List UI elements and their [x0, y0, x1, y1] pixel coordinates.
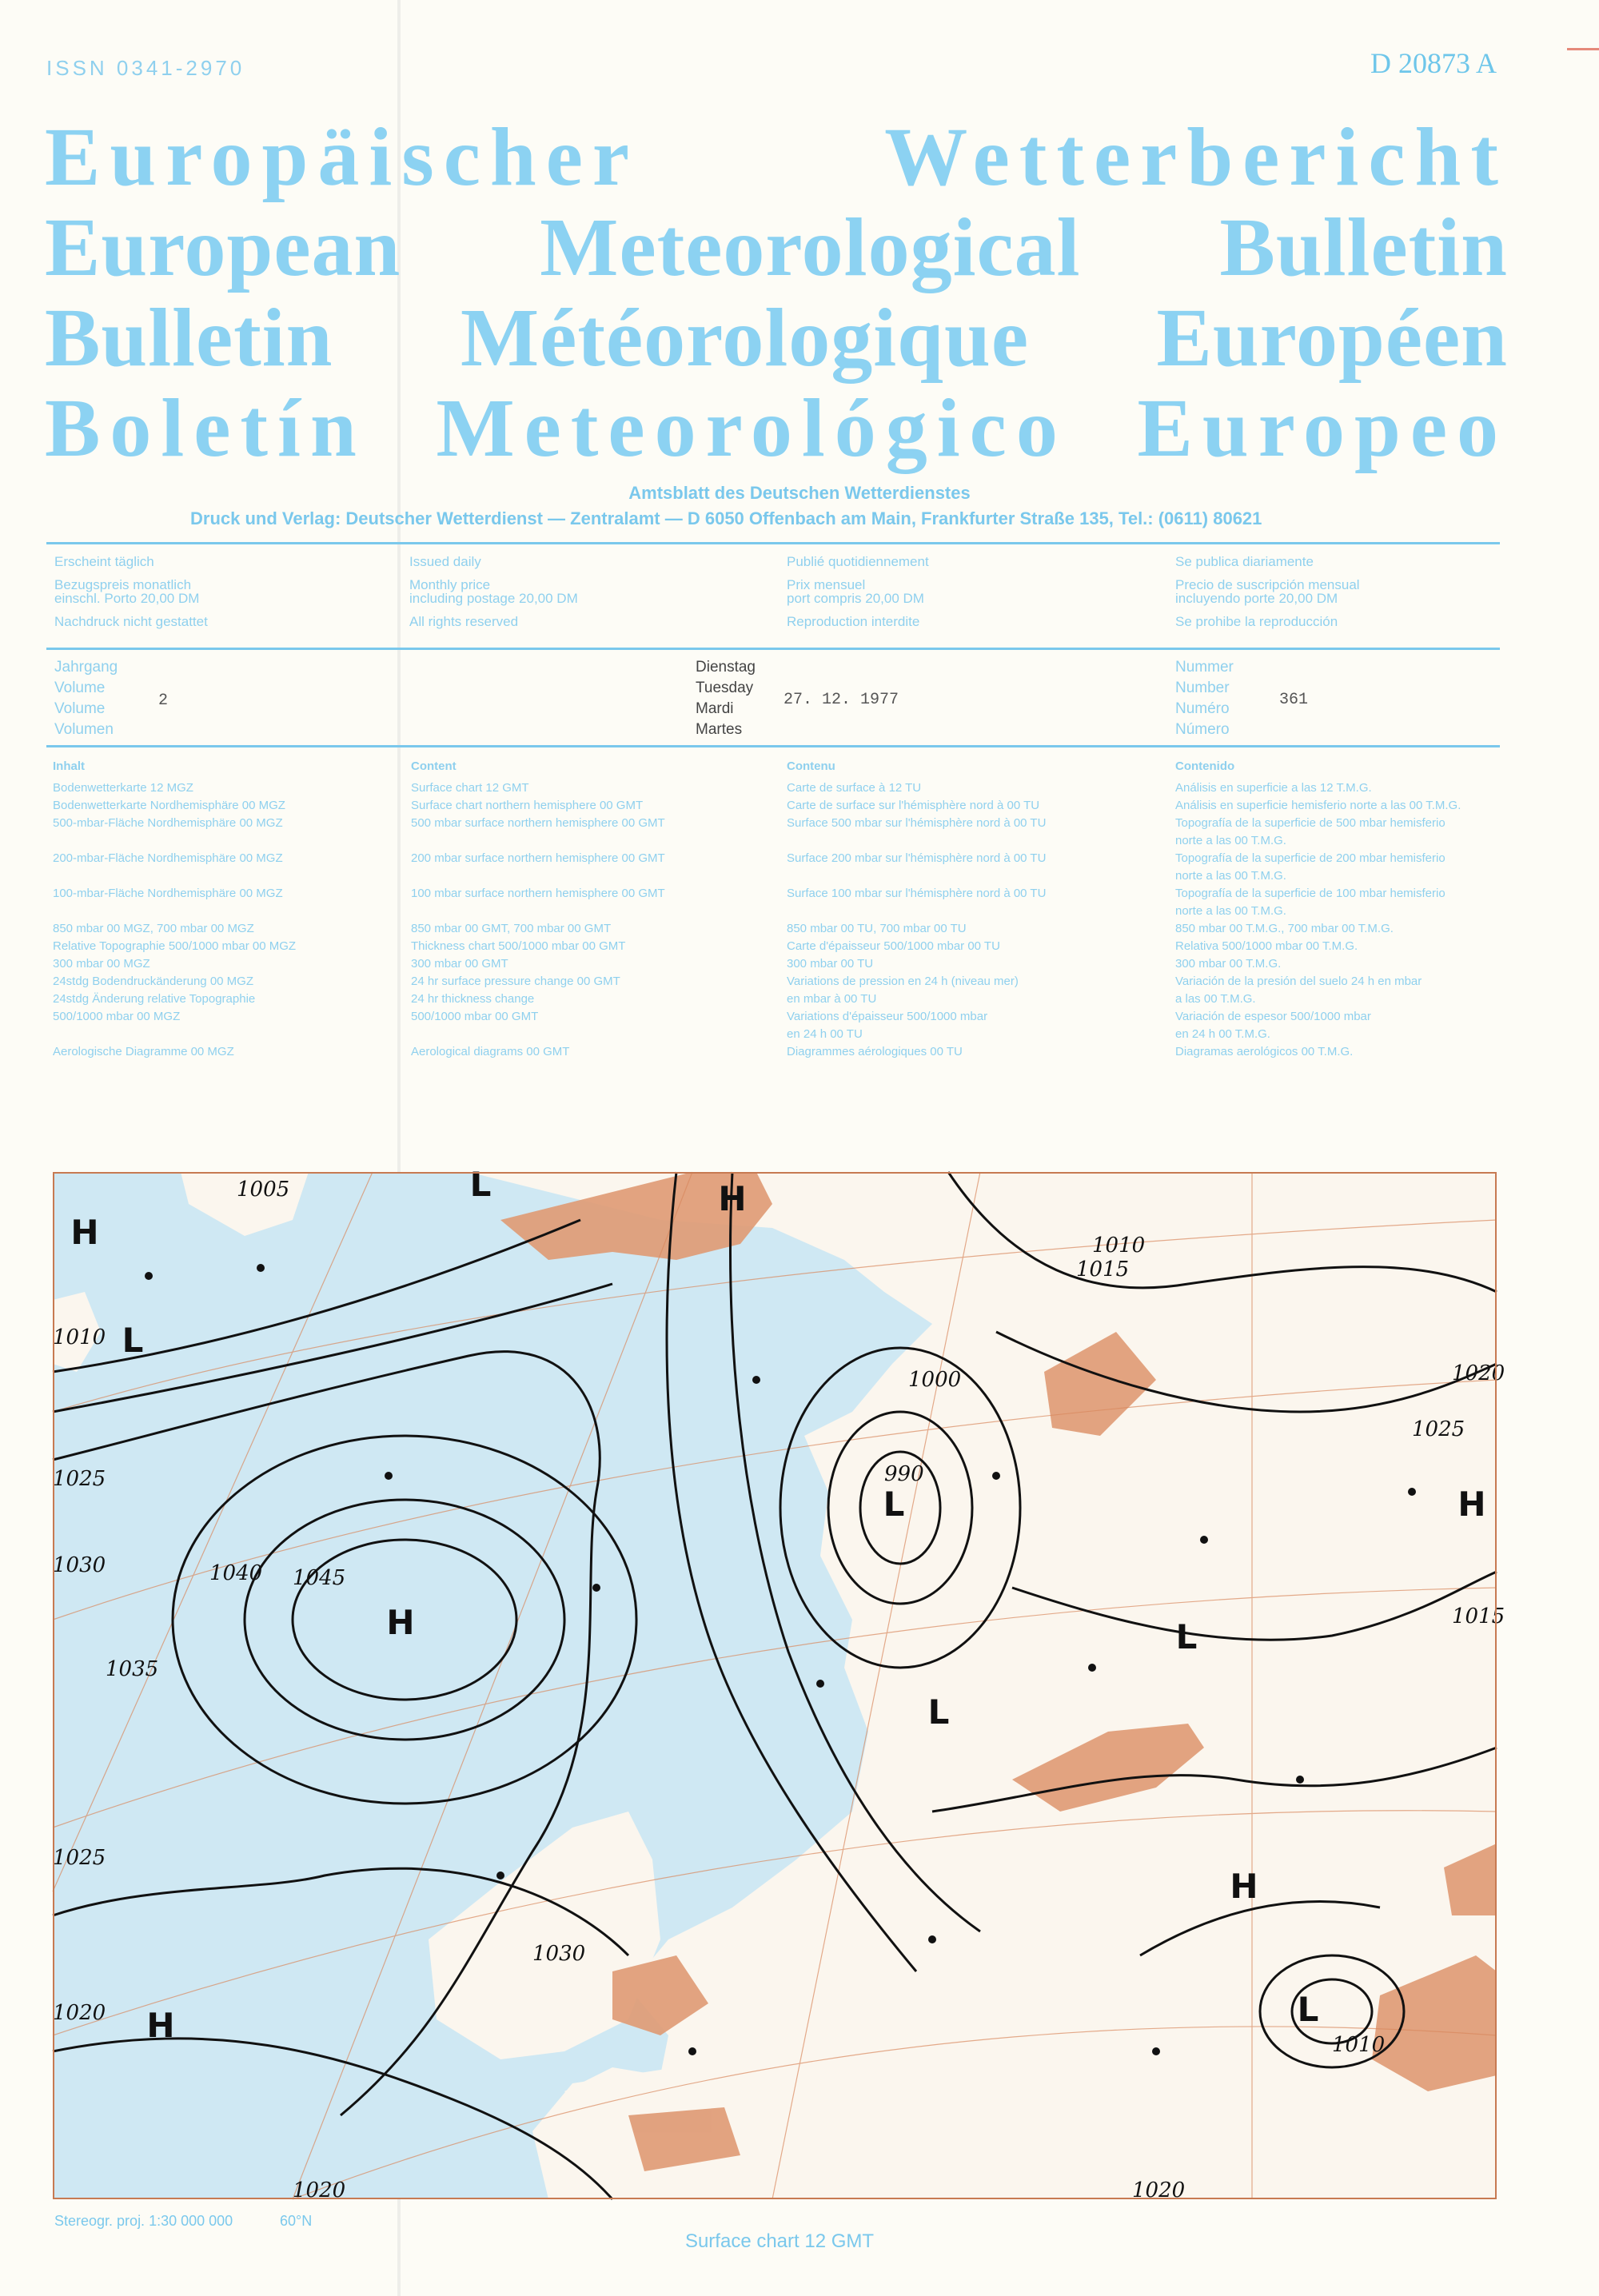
contents-header-es: Contenido [1175, 759, 1235, 773]
volume-label-de: Jahrgang [54, 659, 118, 676]
station-dot [385, 1472, 393, 1480]
content-item: Diagrammes aérologiques 00 TU [787, 1045, 963, 1058]
info-french [787, 555, 929, 638]
high-pressure-center: H [1230, 1867, 1258, 1906]
content-item: Surface 500 mbar sur l'hémisphère nord à 00 TU [787, 816, 1047, 830]
info-de-2: Nachdruck nicht gestattet [54, 614, 208, 629]
projection-latitude: 60°N [280, 2213, 313, 2229]
title-german: Europäischer Wetterbericht [45, 111, 1508, 203]
station-dot [1088, 1664, 1096, 1672]
isobar-label: 1020 [53, 2001, 106, 2025]
volume-value: 2 [158, 692, 169, 710]
station-dot [1152, 2047, 1160, 2055]
low-pressure-center: L [122, 1321, 144, 1360]
info-en-0: Issued daily [409, 554, 481, 569]
document-number: D 20873 A [1370, 47, 1497, 79]
isobar-label: 1040 [209, 1561, 263, 1585]
info-es-2: Se prohibe la reproducción [1175, 614, 1338, 629]
weekday-block [696, 657, 756, 740]
info-fr-1: Prix mensuel port compris 20,00 DM [787, 577, 924, 606]
content-item: Surface 100 mbar sur l'hémisphère nord à 00 TU [787, 887, 1047, 900]
info-es-0: Se publica diariamente [1175, 554, 1314, 569]
info-fr-0: Publié quotidiennement [787, 554, 929, 569]
high-pressure-center: H [1457, 1485, 1486, 1524]
content-item: Análisis en superficie a las 12 T.M.G. [1175, 781, 1372, 795]
content-item: Topografía de la superficie de 100 mbar hemisferio norte a las 00 T.M.G. [1175, 887, 1445, 918]
content-item: Surface chart northern hemisphere 00 GMT [411, 799, 644, 812]
high-pressure-center: H [386, 1603, 415, 1642]
publisher-line: Amtsblatt des Deutschen Wetterdienstes [628, 483, 971, 503]
info-spanish [1175, 555, 1360, 638]
station-dot [592, 1584, 600, 1592]
info-de-0: Erscheint täglich [54, 554, 154, 569]
contents-german [53, 759, 397, 1061]
content-item: 850 mbar 00 GMT, 700 mbar 00 GMT Thickness chart 500/1000 mbar 00 GMT 300 mbar 00 GMT 24 hr surface pressure change 00 GMT 24 hr thickness change 500/1000 mbar 00 GMT [411, 922, 626, 1023]
number-label-fr: Numéro [1175, 700, 1230, 717]
weekday-fr: Mardi [696, 700, 734, 717]
station-dot [992, 1472, 1000, 1480]
info-german [54, 555, 208, 638]
station-dot [816, 1680, 824, 1688]
weekday-de: Dienstag [696, 659, 756, 676]
low-pressure-center: L [1297, 1990, 1319, 2029]
issue-date: 27. 12. 1977 [784, 691, 899, 709]
number-labels [1175, 657, 1234, 740]
content-item: Aerologische Diagramme 00 MGZ [53, 1045, 234, 1058]
info-en-1: Monthly price including postage 20,00 DM [409, 577, 578, 606]
isobar-label: 1005 [237, 1178, 290, 1202]
number-label-de: Nummer [1175, 659, 1234, 676]
content-item: Topografía de la superficie de 500 mbar hemisferio norte a las 00 T.M.G. [1175, 816, 1445, 847]
info-de-1: Bezugspreis monatlich einschl. Porto 20,00 DM [54, 577, 200, 606]
content-item: 100-mbar-Fläche Nordhemisphäre 00 MGZ [53, 887, 283, 900]
title-french: Bulletin Météorologique Européen [45, 292, 1508, 384]
high-pressure-center: H [146, 2006, 175, 2045]
content-item: Topografía de la superficie de 200 mbar hemisferio norte a las 00 T.M.G. [1175, 851, 1445, 883]
high-pressure-center: H [70, 1213, 99, 1252]
content-item: Surface chart 12 GMT [411, 781, 529, 795]
isobar-label: 1015 [1076, 1258, 1130, 1282]
contents-spanish [1175, 759, 1511, 1061]
low-pressure-center: L [1175, 1617, 1198, 1656]
isobar-label: 1000 [908, 1368, 962, 1392]
isobar-label: 1030 [532, 1942, 586, 1966]
title-english: European Meteorological Bulletin [45, 201, 1508, 293]
isobar-label: 1020 [293, 2178, 346, 2202]
weekday-en: Tuesday [696, 680, 754, 696]
weekday-es: Martes [696, 721, 743, 738]
projection-note: Stereogr. proj. 1:30 000 000 [54, 2213, 233, 2229]
content-item: Surface 200 mbar sur l'hémisphère nord à 00 TU [787, 851, 1047, 865]
issn: ISSN 0341-2970 [46, 56, 245, 80]
info-es-1: Precio de suscripción mensual incluyendo porte 20,00 DM [1175, 577, 1360, 606]
isobar-label: 1035 [106, 1657, 159, 1681]
isobar-label: 1015 [1452, 1604, 1505, 1628]
station-dot [928, 1935, 936, 1943]
title-block [45, 112, 1508, 473]
content-item: Aerological diagrams 00 GMT [411, 1045, 570, 1058]
station-dot [752, 1376, 760, 1384]
volume-label-en: Volume [54, 680, 106, 696]
edge-mark [1567, 48, 1599, 50]
low-pressure-center: L [927, 1692, 950, 1732]
info-en-2: All rights reserved [409, 614, 519, 629]
isobar-label: 1045 [293, 1566, 346, 1590]
content-item: 100 mbar surface northern hemisphere 00 GMT [411, 887, 665, 900]
divider [46, 745, 1500, 747]
contents-header-fr: Contenu [787, 759, 835, 773]
content-item: 500 mbar surface northern hemisphere 00 GMT [411, 816, 665, 830]
contents-english [411, 759, 771, 1061]
issue-number: 361 [1279, 691, 1309, 709]
isobar-label: 1025 [53, 1846, 106, 1870]
contents-header-en: Content [411, 759, 457, 773]
content-item: Carte de surface à 12 TU [787, 781, 922, 795]
volume-label-fr: Volume [54, 700, 106, 717]
surface-weather-map [53, 1165, 1505, 2202]
info-fr-2: Reproduction interdite [787, 614, 920, 629]
content-item: Diagramas aerológicos 00 T.M.G. [1175, 1045, 1354, 1058]
content-item: Bodenwetterkarte 12 MGZ [53, 781, 193, 795]
divider [46, 648, 1500, 650]
content-item: 850 mbar 00 TU, 700 mbar 00 TU Carte d'épaisseur 500/1000 mbar 00 TU 300 mbar 00 TU Variations de pression en 24 h (niveau mer) en mbar à 00 TU Variations d'épaisseur 500/1000 mbar en 24 h 00 TU [787, 922, 1019, 1041]
high-pressure-center: H [718, 1179, 747, 1218]
number-label-es: Número [1175, 721, 1230, 738]
isobar-label: 1010 [1092, 1234, 1146, 1258]
isobar-label: 1010 [1332, 2033, 1386, 2057]
isobar-label: 1020 [1132, 2178, 1186, 2202]
number-label-en: Number [1175, 680, 1230, 696]
isobar-label: 1010 [53, 1325, 106, 1349]
station-dot [496, 1871, 504, 1879]
station-dot [1200, 1536, 1208, 1544]
volume-labels [54, 657, 118, 740]
content-item: Bodenwetterkarte Nordhemisphäre 00 MGZ [53, 799, 285, 812]
contents-french [787, 759, 1162, 1061]
info-english [409, 555, 578, 638]
isobar-label: 1025 [53, 1467, 106, 1491]
station-dot [1296, 1776, 1304, 1784]
isobar-label: 1025 [1412, 1417, 1465, 1441]
content-item: 850 mbar 00 T.M.G., 700 mbar 00 T.M.G. Relativa 500/1000 mbar 00 T.M.G. 300 mbar 00 T.M.G. Variación de la presión del suelo 24 h en mbar a las 00 T.M.G. Variación de espesor 500/1000 mbar en 24 h 00 T.M.G. [1175, 922, 1422, 1041]
isobar-label: 1030 [53, 1553, 106, 1577]
isobar-label: 990 [884, 1462, 924, 1486]
content-item: Análisis en superficie hemisferio norte a las 00 T.M.G. [1175, 799, 1461, 812]
volume-label-es: Volumen [54, 721, 114, 738]
isobar-label: 1020 [1452, 1361, 1505, 1385]
content-item: 200 mbar surface northern hemisphere 00 GMT [411, 851, 665, 865]
address-line: Druck und Verlag: Deutscher Wetterdienst — Zentralamt — D 6050 Offenbach am Main, Frankfurter Straße 135, Tel.: (0611) 80621 [190, 508, 1262, 528]
low-pressure-center: L [883, 1485, 905, 1524]
title-spanish: Boletín Meteorológico Europeo [45, 382, 1508, 474]
content-item: 500-mbar-Fläche Nordhemisphäre 00 MGZ [53, 816, 283, 830]
divider [46, 542, 1500, 544]
content-item: Carte de surface sur l'hémisphère nord à 00 TU [787, 799, 1040, 812]
content-item: 200-mbar-Fläche Nordhemisphäre 00 MGZ [53, 851, 283, 865]
station-dot [145, 1272, 153, 1280]
station-dot [1408, 1488, 1416, 1496]
station-dot [257, 1264, 265, 1272]
station-dot [688, 2047, 696, 2055]
low-pressure-center: L [469, 1165, 492, 1204]
map-caption: Surface chart 12 GMT [684, 2230, 875, 2252]
contents-header-de: Inhalt [53, 759, 85, 773]
content-item: 850 mbar 00 MGZ, 700 mbar 00 MGZ Relative Topographie 500/1000 mbar 00 MGZ 300 mbar 00 MGZ 24stdg Bodendruckänderung 00 MGZ 24stdg Änderung relative Topographie 500/1000 mbar 00 MGZ [53, 922, 297, 1023]
